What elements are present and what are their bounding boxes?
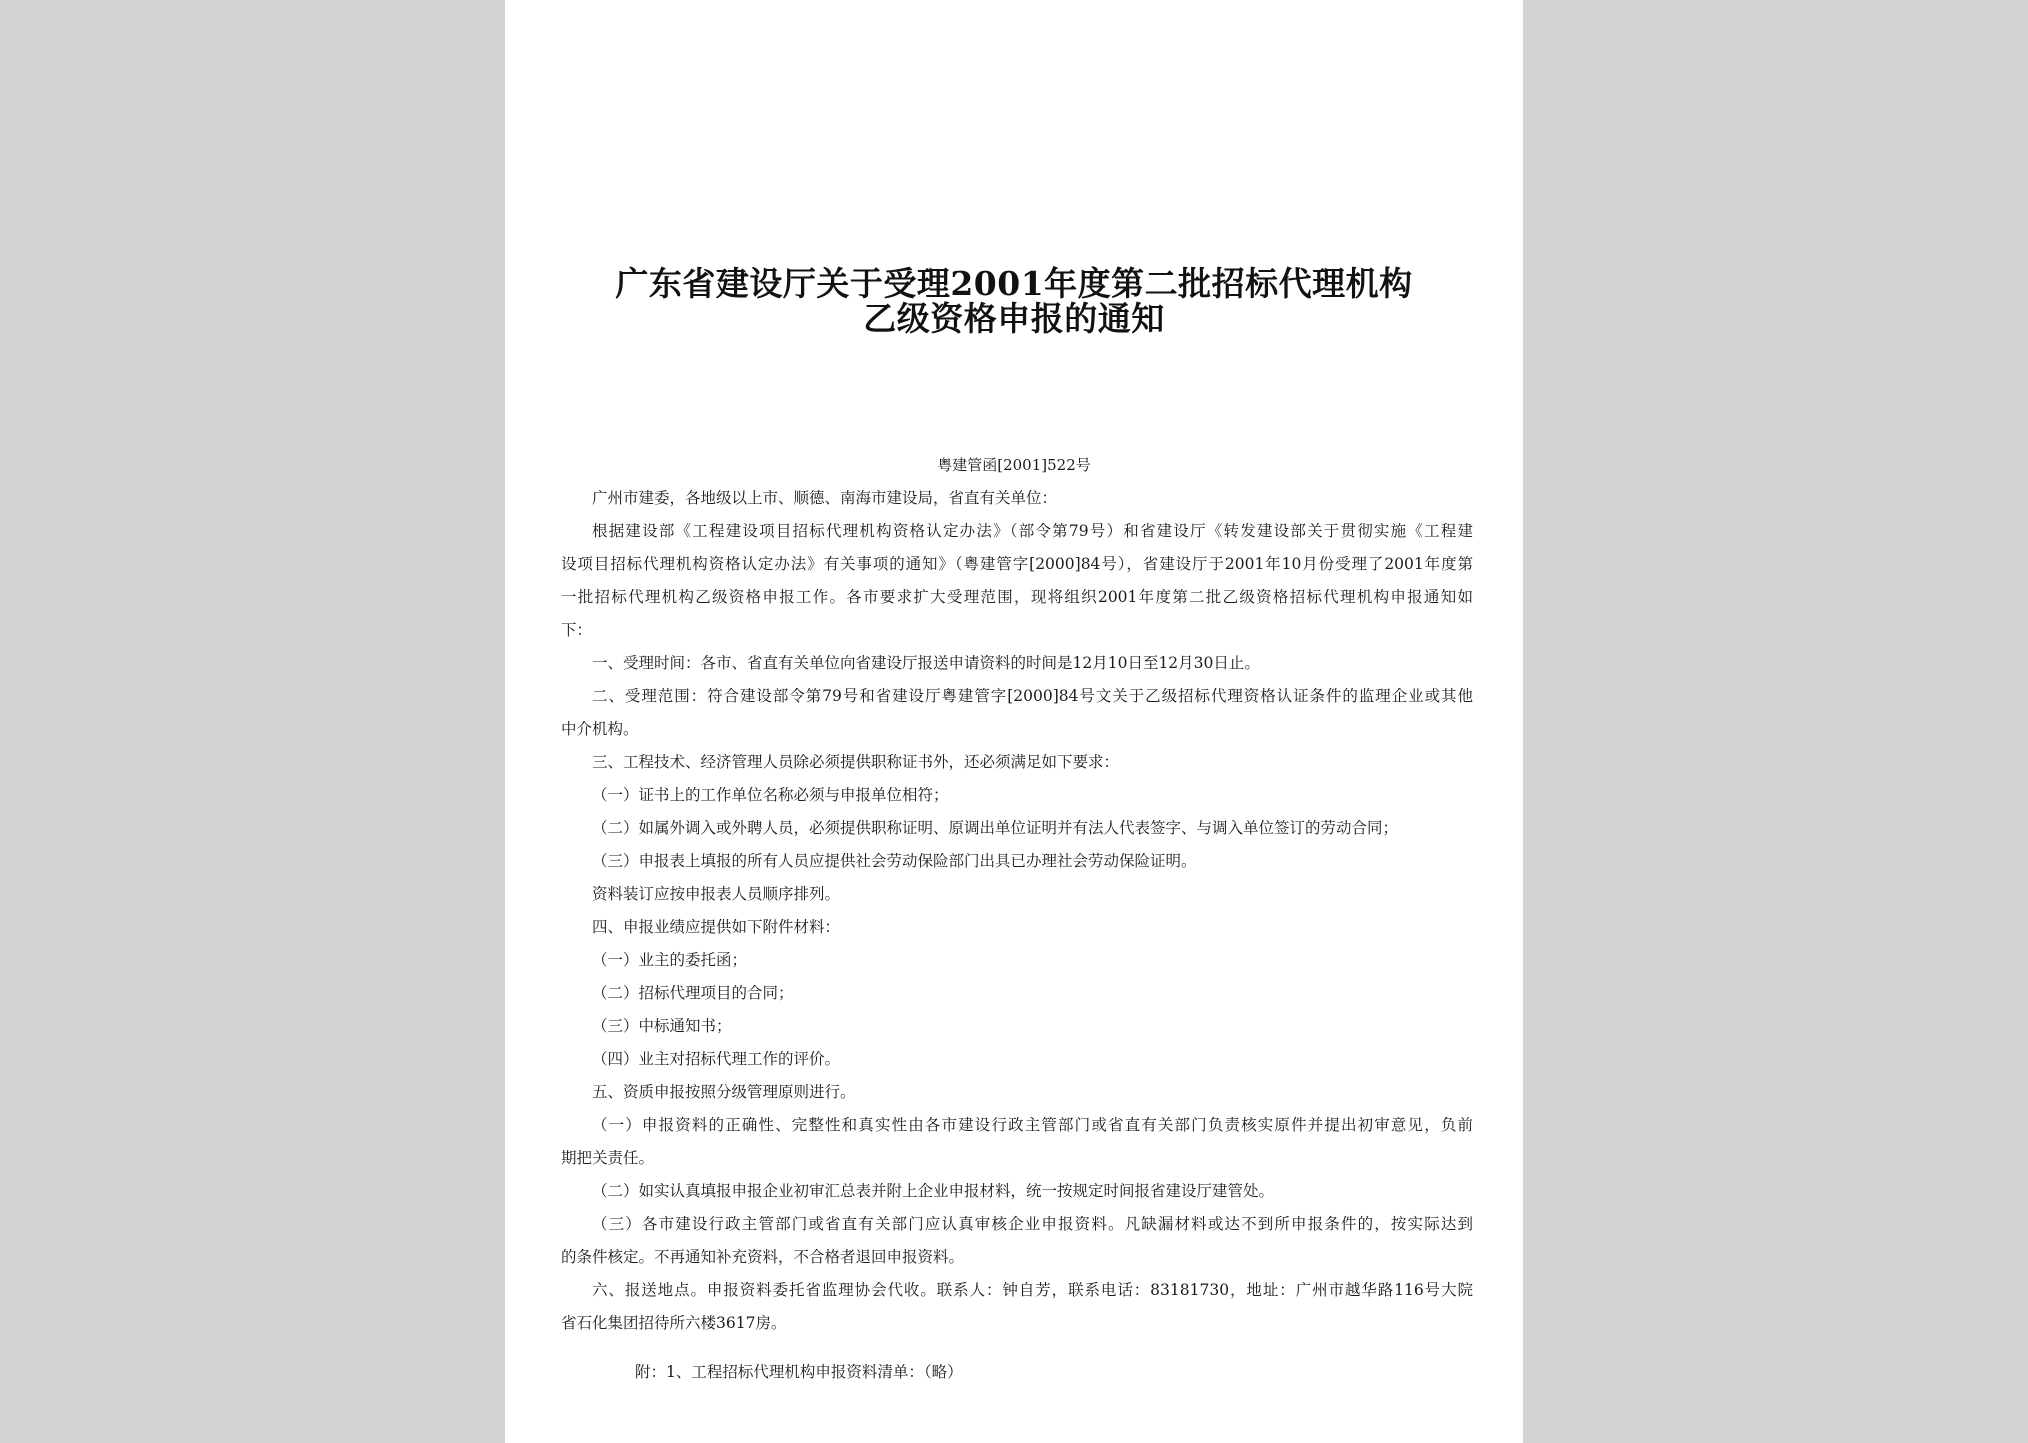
paragraph-line: （三）中标通知书； <box>592 1017 732 1035</box>
paragraph-line: 下： <box>561 621 593 639</box>
paragraph-line: （一）证书上的工作单位名称必须与申报单位相符； <box>592 786 949 804</box>
paragraph-line: 中介机构。 <box>561 720 639 738</box>
attachment-line: 附：1、工程招标代理机构申报资料清单：（略） <box>635 1363 963 1381</box>
paragraph-line: （三）各市建设行政主管部门或省直有关部门应认真审核企业申报资料。凡缺漏材料或达不到所申报条件的，按实际达到 <box>592 1215 1473 1233</box>
document-title-line-2: 乙级资格申报的通知 <box>863 299 1165 338</box>
paragraph-line: 期把关责任。 <box>561 1149 655 1167</box>
paragraph-line: （四）业主对招标代理工作的评价。 <box>592 1050 841 1068</box>
document-page <box>505 0 1523 1443</box>
paragraph-line: 省石化集团招待所六楼3617房。 <box>561 1314 787 1332</box>
paragraph-line: 六、报送地点。申报资料委托省监理协会代收。联系人：钟自芳，联系电话：83181730，地址：广州市越华路116号大院 <box>592 1281 1473 1299</box>
paragraph-line: （二）如属外调入或外聘人员，必须提供职称证明、原调出单位证明并有法人代表签字、与调入单位签订的劳动合同； <box>592 819 1399 837</box>
paragraph-line: 三、工程技术、经济管理人员除必须提供职称证书外，还必须满足如下要求： <box>592 753 1120 771</box>
paragraph-line: （三）申报表上填报的所有人员应提供社会劳动保险部门出具已办理社会劳动保险证明。 <box>592 852 1197 870</box>
paragraph-line: 设项目招标代理机构资格认定办法》有关事项的通知》（粤建管字[2000]84号），省建设厅于2001年10月份受理了2001年度第 <box>561 555 1473 573</box>
paragraph-line: 五、资质申报按照分级管理原则进行。 <box>592 1083 856 1101</box>
addressee-line: 广州市建委，各地级以上市、顺德、南海市建设局，省直有关单位： <box>592 489 1058 507</box>
paragraph-line: （二）招标代理项目的合同； <box>592 984 794 1002</box>
paragraph-line: 二、受理范围：符合建设部令第79号和省建设厅粤建管字[2000]84号文关于乙级招标代理资格认证条件的监理企业或其他 <box>592 687 1473 705</box>
document-title-line-1: 广东省建设厅关于受理2001年度第二批招标代理机构 <box>615 264 1413 303</box>
paragraph-line: 根据建设部《工程建设项目招标代理机构资格认定办法》（部令第79号）和省建设厅《转发建设部关于贯彻实施《工程建 <box>592 522 1473 540</box>
document-number: 粤建管函[2001]522号 <box>937 456 1091 474</box>
paragraph-line: （一）申报资料的正确性、完整性和真实性由各市建设行政主管部门或省直有关部门负责核实原件并提出初审意见，负前 <box>592 1116 1473 1134</box>
paragraph-line: 一、受理时间：各市、省直有关单位向省建设厅报送申请资料的时间是12月10日至12月30日止。 <box>592 654 1260 672</box>
paragraph-line: 的条件核定。不再通知补充资料，不合格者退回申报资料。 <box>561 1248 965 1266</box>
paragraph-line: （二）如实认真填报申报企业初审汇总表并附上企业申报材料，统一按规定时间报省建设厅建管处。 <box>592 1182 1275 1200</box>
paragraph-line: 四、申报业绩应提供如下附件材料： <box>592 918 841 936</box>
paragraph-line: 一批招标代理机构乙级资格申报工作。各市要求扩大受理范围，现将组织2001年度第二批乙级资格招标代理机构申报通知如 <box>561 588 1473 606</box>
paragraph-line: （一）业主的委托函； <box>592 951 748 969</box>
paragraph-line: 资料装订应按申报表人员顺序排列。 <box>592 885 841 903</box>
